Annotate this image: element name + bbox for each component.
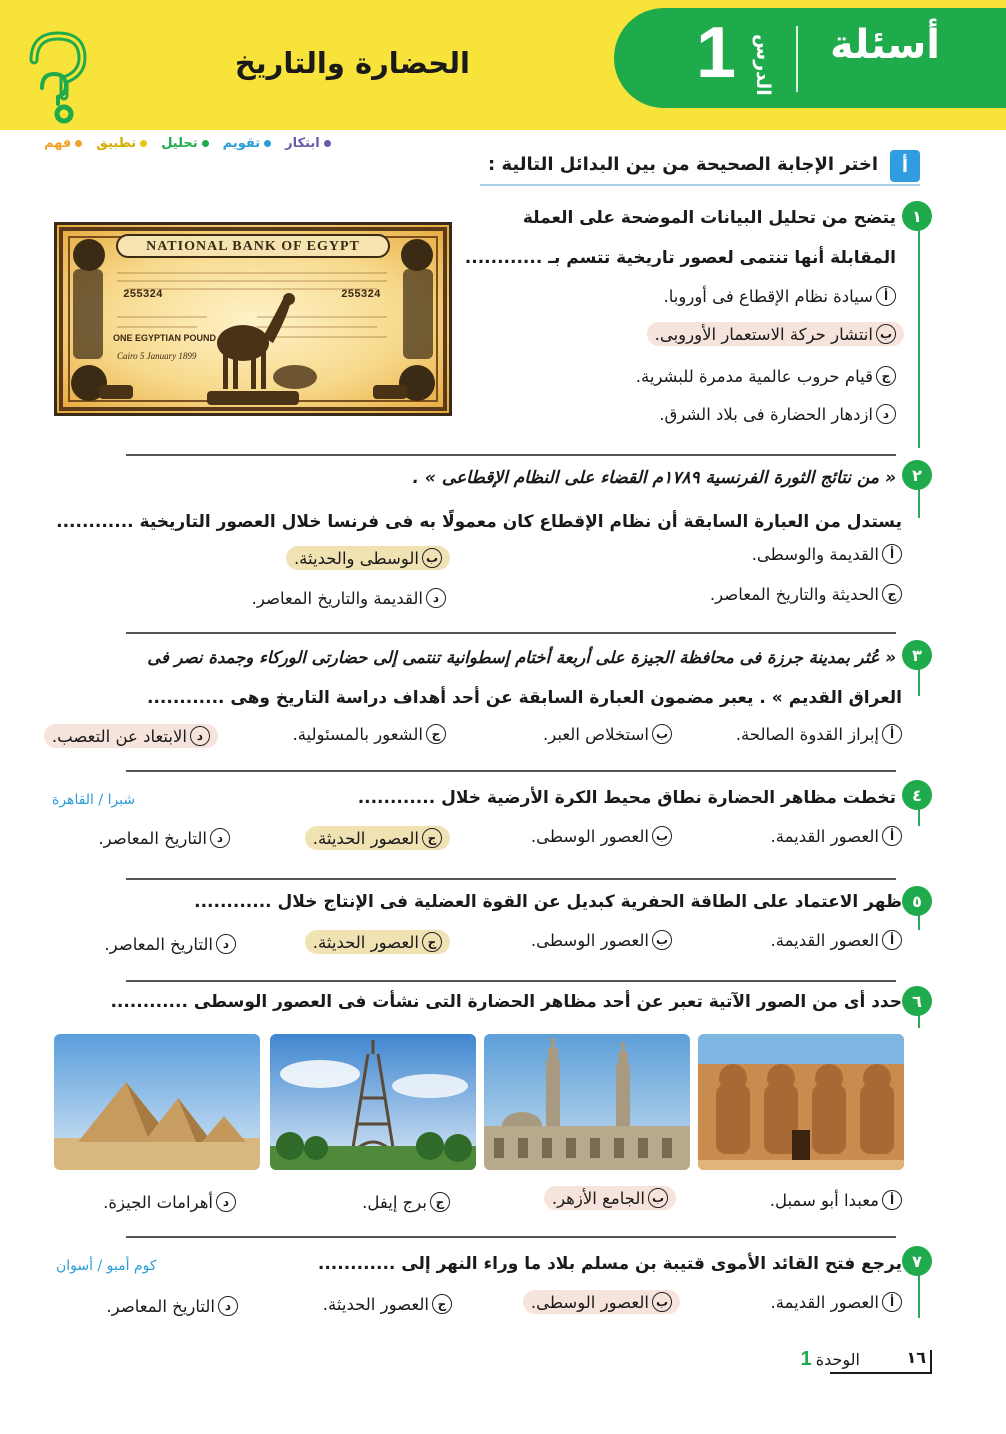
option-text: العصور الوسطى. (530, 826, 649, 846)
option-letter: أ (882, 1292, 902, 1312)
option-text: العصور القديمة. (770, 1292, 879, 1312)
option-letter: د (876, 404, 896, 424)
question-text: ظهر الاعتماد على الطاقة الحفرية كبديل عن القوة العضلية فى الإنتاج خلال ............ (194, 892, 902, 912)
banknote-serial: 255324 (341, 289, 381, 301)
question-guide-line (918, 228, 920, 448)
question-number: ١ (902, 201, 932, 231)
option-text: الابتعاد عن التعصب. (51, 726, 187, 746)
option-letter: د (216, 934, 236, 954)
question-number: ٤ (902, 780, 932, 810)
option-b[interactable] (647, 322, 904, 346)
option-letter: ب (422, 548, 442, 568)
option-letter: ب (652, 1292, 672, 1312)
skill-understand: فهم (44, 136, 82, 151)
option-b[interactable] (531, 826, 672, 846)
option-d[interactable] (98, 828, 230, 848)
photo-giza-pyramids (54, 1034, 260, 1170)
option-text: القديمة والتاريخ المعاصر. (251, 588, 423, 608)
skill-dot (140, 140, 147, 147)
option-text: العصور الوسطى. (530, 930, 649, 950)
option-c[interactable] (636, 366, 896, 386)
section-badge: أ (890, 150, 920, 182)
question-source: كوم أمبو / أسوان (56, 1258, 157, 1274)
option-letter: أ (882, 1190, 902, 1210)
option-a[interactable] (771, 1292, 902, 1312)
page-number: ١٦ (906, 1348, 926, 1367)
question-separator (126, 632, 896, 634)
option-text: التاريخ المعاصر. (98, 828, 207, 848)
option-letter: ج (432, 1294, 452, 1314)
section-underline (480, 184, 920, 186)
option-letter: ج (426, 724, 446, 744)
question-number: ٣ (902, 640, 932, 670)
option-letter: ب (876, 324, 896, 344)
option-text: العصور الحديثة. (312, 932, 419, 952)
option-letter: د (210, 828, 230, 848)
skill-dot (202, 140, 209, 147)
option-a[interactable] (664, 286, 896, 306)
option-a[interactable] (771, 930, 902, 950)
question-guide-line (918, 1014, 920, 1028)
option-d[interactable] (104, 934, 236, 954)
option-text: الحديثة والتاريخ المعاصر. (709, 584, 879, 604)
option-c[interactable] (323, 1294, 452, 1314)
question-guide-line (918, 1270, 920, 1318)
question-text: يتضح من تحليل البيانات الموضحة على العملة (522, 208, 896, 228)
page-header (0, 0, 1006, 130)
banknote-image (54, 222, 452, 416)
lesson-banner (614, 8, 1006, 108)
option-c[interactable] (305, 930, 450, 954)
option-b[interactable] (286, 546, 450, 570)
eiffel-tower-illustration (270, 1034, 476, 1170)
photo-eiffel-tower (270, 1034, 476, 1170)
option-c[interactable] (305, 826, 450, 850)
question-guide-line (918, 666, 920, 696)
question-text: المقابلة أنها تنتمى لعصور تاريخية تتسم بـ ............ (464, 248, 896, 268)
option-text: الوسطى والحديثة. (293, 548, 419, 568)
option-d[interactable] (659, 404, 896, 424)
option-text: العصور القديمة. (770, 826, 879, 846)
option-text: برج إيفل. (362, 1192, 427, 1212)
option-c[interactable] (362, 1192, 450, 1212)
question-guide-line (918, 914, 920, 930)
question-text: يستدل من العبارة السابقة أن نظام الإقطاع كان معمولًا به فى فرنسا خلال العصور التاريخية ............ (56, 512, 902, 532)
option-letter: ب (652, 826, 672, 846)
skill-create: ابتكار (285, 136, 331, 151)
option-letter: أ (882, 544, 902, 564)
option-letter: ج (876, 366, 896, 386)
option-letter: أ (882, 826, 902, 846)
question-mark-icon (24, 30, 90, 126)
option-text: أهرامات الجيزة. (103, 1192, 213, 1212)
option-text: القديمة والوسطى. (751, 544, 879, 564)
option-letter: د (216, 1192, 236, 1212)
banknote-denomination: ONE EGYPTIAN POUND (113, 333, 217, 343)
abu-simbel-illustration (698, 1034, 904, 1170)
option-b[interactable] (543, 724, 672, 744)
option-letter: ب (652, 930, 672, 950)
option-d[interactable] (106, 1296, 238, 1316)
question-number: ٥ (902, 886, 932, 916)
unit-word: الوحدة (815, 1350, 860, 1369)
question-text: « من نتائج الثورة الفرنسية ١٧٨٩م القضاء على النظام الإقطاعى » . (412, 468, 896, 488)
option-letter: أ (882, 724, 902, 744)
question-separator (126, 1236, 896, 1238)
option-letter: ج (430, 1192, 450, 1212)
footer-unit (801, 1348, 860, 1371)
section-instruction: اختر الإجابة الصحيحة من بين البدائل التالية : (488, 154, 878, 175)
option-letter: أ (882, 930, 902, 950)
banknote-date: Cairo 5 January 1899 (117, 351, 197, 361)
option-text: معبدا أبو سمبل. (769, 1190, 879, 1210)
option-d[interactable] (103, 1192, 236, 1212)
lesson-number: 1 (695, 13, 736, 93)
giza-pyramids-illustration (54, 1034, 260, 1170)
option-letter: ب (648, 1188, 668, 1208)
banner-divider (796, 26, 798, 92)
option-letter: أ (876, 286, 896, 306)
photo-abu-simbel (698, 1034, 904, 1170)
questions-title: أسئلة (830, 22, 940, 68)
question-text: « عُثر بمدينة جرزة فى محافظة الجيزة على أربعة أختام إسطوانية تنتمى إلى حضارتى الوركاء وجمدة نصر فى (147, 648, 896, 667)
option-d[interactable] (44, 724, 218, 748)
question-text: العراق القديم » . يعبر مضمون العبارة السابقة عن أحد أهداف دراسة التاريخ وهى ............ (147, 688, 902, 708)
option-text: العصور الوسطى. (530, 1292, 649, 1312)
question-separator (126, 770, 896, 772)
option-text: قيام حروب عالمية مدمرة للبشرية. (635, 366, 873, 386)
question-number: ٢ (902, 460, 932, 490)
skills-legend (44, 136, 331, 151)
option-text: التاريخ المعاصر. (106, 1296, 215, 1316)
option-b[interactable] (531, 930, 672, 950)
option-text: العصور الحديثة. (322, 1294, 429, 1314)
option-text: العصور القديمة. (770, 930, 879, 950)
banknote-serial: 255324 (123, 289, 163, 301)
lesson-word: الدرس (752, 34, 774, 96)
footer-line (830, 1372, 932, 1374)
skill-dot (324, 140, 331, 147)
option-b[interactable] (544, 1186, 676, 1210)
question-guide-line (918, 488, 920, 518)
lesson-title: الحضارة والتاريخ (234, 46, 470, 80)
question-separator (126, 454, 896, 456)
question-number: ٧ (902, 1246, 932, 1276)
option-text: التاريخ المعاصر. (104, 934, 213, 954)
option-text: الشعور بالمسئولية. (292, 724, 423, 744)
question-text: يرجع فتح القائد الأموى قتيبة بن مسلم بلاد ما وراء النهر إلى ............ (317, 1254, 902, 1274)
question-text: تخطت مظاهر الحضارة نطاق محيط الكرة الأرضية خلال ............ (357, 788, 896, 808)
skill-analyze: تحليل (161, 136, 208, 151)
option-d[interactable] (252, 588, 446, 608)
skill-dot (264, 140, 271, 147)
option-text: انتشار حركة الاستعمار الأوروبى. (654, 324, 873, 344)
option-letter: ج (422, 932, 442, 952)
option-letter: د (190, 726, 210, 746)
question-separator (126, 980, 896, 982)
skill-apply: تطبيق (96, 136, 147, 151)
option-text: العصور الحديثة. (312, 828, 419, 848)
option-text: سيادة نظام الإقطاع فى أوروبا. (663, 286, 873, 306)
footer-bracket (930, 1350, 932, 1374)
unit-number: 1 (800, 1348, 812, 1370)
option-letter: د (218, 1296, 238, 1316)
banknote-bank-name: NATIONAL BANK OF EGYPT (146, 239, 360, 254)
option-a[interactable] (771, 826, 902, 846)
skill-dot (75, 140, 82, 147)
option-a[interactable] (770, 1190, 902, 1210)
question-text: حدد أى من الصور الآتية تعبر عن أحد مظاهر الحضارة التى نشأت فى العصور الوسطى ............ (110, 992, 902, 1012)
option-c[interactable] (292, 724, 446, 744)
question-guide-line (918, 808, 920, 826)
option-b[interactable] (523, 1290, 680, 1314)
option-text: الجامع الأزهر. (551, 1188, 645, 1208)
option-letter: ج (882, 584, 902, 604)
photo-al-azhar (484, 1034, 690, 1170)
question-number: ٦ (902, 986, 932, 1016)
al-azhar-illustration (484, 1034, 690, 1170)
question-separator (126, 878, 896, 880)
option-text: إبراز القدوة الصالحة. (735, 724, 879, 744)
option-a[interactable] (736, 724, 902, 744)
skill-evaluate: تقويم (223, 136, 271, 151)
option-c[interactable] (710, 584, 902, 604)
option-letter: ب (652, 724, 672, 744)
option-a[interactable] (752, 544, 902, 564)
option-letter: د (426, 588, 446, 608)
option-text: ازدهار الحضارة فى بلاد الشرق. (659, 404, 873, 424)
option-text: استخلاص العبر. (543, 724, 649, 744)
question-source: شبرا / القاهرة (52, 792, 136, 808)
option-letter: ج (422, 828, 442, 848)
